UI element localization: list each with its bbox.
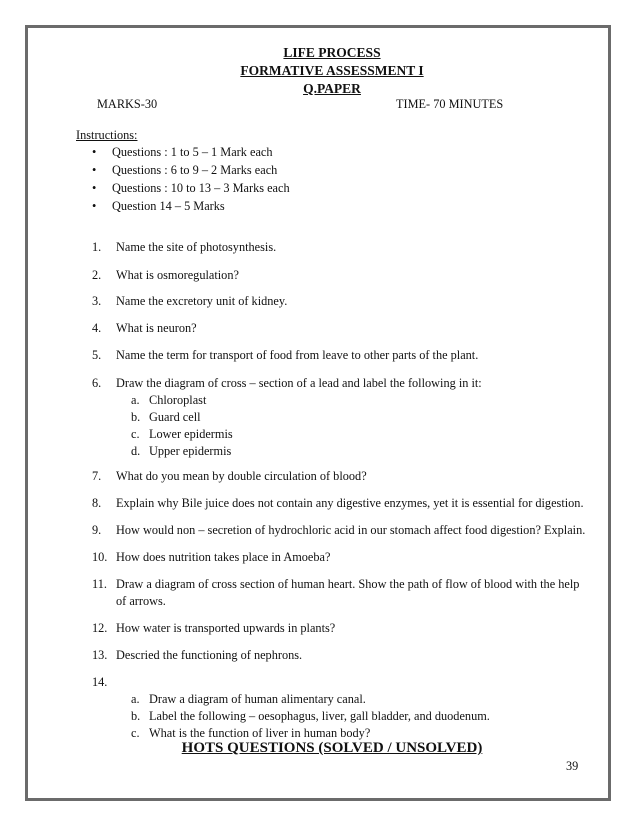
question-item: 4. What is neuron? (92, 321, 197, 335)
bullet-icon: • (92, 181, 97, 195)
page-number: 39 (566, 759, 579, 773)
question-item: 1. Name the site of photosynthesis. (92, 240, 277, 254)
question-item: 14. (92, 675, 108, 689)
question-item: 9. How would non – secretion of hydrochloric acid in our stomach affect food digestion? Explain. (92, 523, 586, 537)
bullet-icon: • (92, 199, 97, 213)
sub-item: a. Chloroplast (131, 393, 207, 407)
sub-item: d. Upper epidermis (131, 444, 232, 458)
question-item: 13. Descried the functioning of nephrons. (92, 648, 303, 662)
time-label: TIME- 70 MINUTES (396, 97, 504, 111)
question-item: 11. Draw a diagram of cross section of human heart. Show the path of flow of blood with the help (92, 577, 580, 591)
question-item: 6. Draw the diagram of cross – section of a lead and label the following in it: (92, 376, 482, 390)
question-item: 3. Name the excretory unit of kidney. (92, 294, 288, 308)
question-item: 7. What do you mean by double circulation of blood? (92, 469, 367, 483)
doc-subtitle-qpaper: Q.PAPER (303, 81, 361, 96)
instruction-item: • Questions : 10 to 13 – 3 Marks each (92, 181, 290, 195)
sub-item: c. Lower epidermis (131, 427, 233, 441)
doc-subtitle: FORMATIVE ASSESSMENT I (240, 63, 424, 78)
instructions-heading: Instructions: (76, 128, 138, 142)
instruction-item: • Questions : 6 to 9 – 2 Marks each (92, 163, 278, 177)
sub-item: b. Guard cell (131, 410, 201, 424)
question-item: 12. How water is transported upwards in plants? (92, 621, 336, 635)
sub-item: c. What is the function of liver in human body? (131, 726, 371, 740)
sub-item: b. Label the following – oesophagus, liver, gall bladder, and duodenum. (131, 709, 490, 723)
sub-item: a. Draw a diagram of human alimentary canal. (131, 692, 366, 706)
instruction-item: • Question 14 – 5 Marks (92, 199, 225, 213)
doc-title: LIFE PROCESS (283, 45, 381, 60)
marks-label: MARKS-30 (97, 97, 158, 111)
bullet-icon: • (92, 145, 97, 159)
question-item: 5. Name the term for transport of food from leave to other parts of the plant. (92, 348, 479, 362)
question-continuation: of arrows. (116, 594, 166, 608)
instruction-item: • Questions : 1 to 5 – 1 Mark each (92, 145, 273, 159)
question-item: 2. What is osmoregulation? (92, 268, 239, 282)
hots-heading: HOTS QUESTIONS (SOLVED / UNSOLVED) (181, 740, 483, 756)
question-item: 8. Explain why Bile juice does not contain any digestive enzymes, yet it is essential for digestion. (92, 496, 584, 510)
bullet-icon: • (92, 163, 97, 177)
question-item: 10. How does nutrition takes place in Amoeba? (92, 550, 331, 564)
